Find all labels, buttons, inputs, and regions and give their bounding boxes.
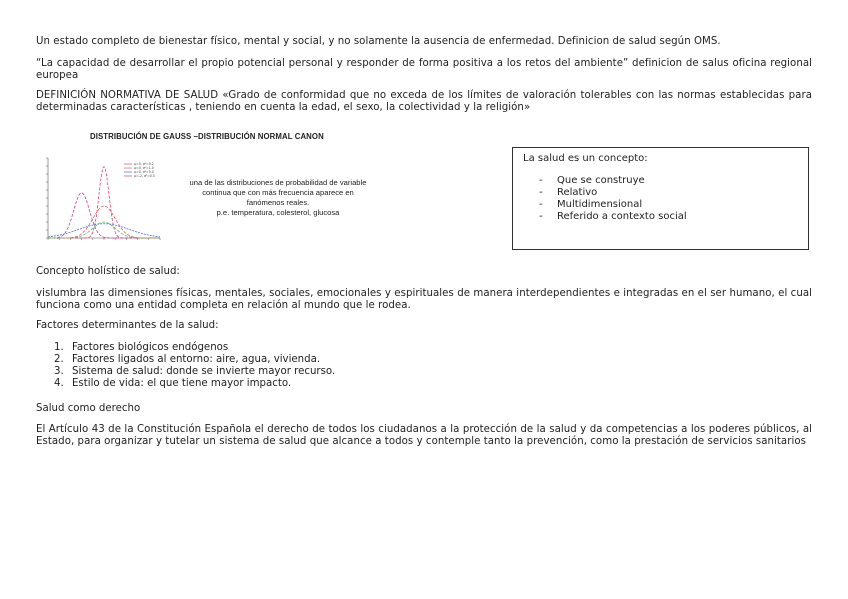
factor-item-label: Sistema de salud: donde se invierte mayor recurso. bbox=[72, 366, 336, 377]
chart-series-line bbox=[48, 222, 160, 238]
factor-item bbox=[54, 378, 335, 390]
dash-bullet: - bbox=[539, 187, 543, 198]
chart-legend-label: μ=-2, σ²=0.5 bbox=[134, 174, 155, 179]
factor-item-label: Factores ligados al entorno: aire, agua, vivienda. bbox=[72, 354, 321, 365]
gauss-desc-line: p.e. temperatura, colesterol, glucosa bbox=[216, 208, 340, 217]
factor-item bbox=[54, 342, 335, 354]
factor-item-label: Factores biológicos endógenos bbox=[72, 342, 229, 353]
normative-definition-paragraph: DEFINICIÓN NORMATIVA DE SALUD «Grado de conformidad que no exceda de los límites de valoración tolerables con las normas establecidas para determinadas características , teniendo en cuenta la edad, el sexo, la colectividad y la religión» bbox=[36, 90, 812, 113]
gauss-desc-line: continua que con más frecuencia aparece en bbox=[202, 188, 354, 197]
concept-item bbox=[539, 187, 687, 199]
list-number: 2. bbox=[54, 354, 64, 365]
chart-legend-label: μ=0, σ²=1.0 bbox=[134, 166, 154, 171]
factors-list bbox=[54, 342, 335, 390]
gauss-title: DISTRIBUCIÓN DE GAUSS –DISTRIBUCIÓN NORMAL CANON bbox=[90, 132, 324, 141]
gauss-desc-line: una de las distribuciones de probabilidad de variable bbox=[189, 178, 367, 187]
concept-item bbox=[539, 175, 687, 187]
factor-item bbox=[54, 354, 335, 366]
chart-series-line bbox=[48, 193, 160, 238]
factor-item-label: Estilo de vida: el que tiene mayor impacto. bbox=[72, 378, 292, 389]
concept-item-label: Multidimensional bbox=[557, 199, 643, 210]
concept-item-label: Que se construye bbox=[557, 175, 645, 186]
gauss-description bbox=[168, 178, 388, 218]
list-number: 4. bbox=[54, 378, 64, 389]
chart-legend bbox=[124, 162, 155, 178]
dash-bullet: - bbox=[539, 199, 543, 210]
concept-item-label: Relativo bbox=[557, 187, 598, 198]
concept-box-title: La salud es un concepto: bbox=[523, 153, 648, 164]
europe-definition-paragraph: “La capacidad de desarrollar el propio potencial personal y responder de forma positiva a los retos del ambiente” definicion de salus oficina regional europea bbox=[36, 58, 812, 81]
chart-legend-label: μ=0, σ²=0.2 bbox=[134, 162, 154, 167]
right-heading: Salud como derecho bbox=[36, 403, 141, 414]
chart-series-line bbox=[48, 224, 160, 237]
holistic-heading: Concepto holístico de salud: bbox=[36, 266, 180, 277]
concept-item bbox=[539, 199, 687, 211]
dash-bullet: - bbox=[539, 211, 543, 222]
chart-legend-label: μ=0, σ²=5.0 bbox=[134, 170, 154, 175]
concept-item bbox=[539, 211, 687, 223]
list-number: 3. bbox=[54, 366, 64, 377]
factor-item bbox=[54, 366, 335, 378]
right-paragraph: El Artículo 43 de la Constitución Española el derecho de todos los ciudadanos a la protección de la salud y da competencias a los poderes públicos, al Estado, para organizar y tutelar un sistema de salud que alcance a todos y contemple tanto la prevención, como la prestación de servicios sanitarios bbox=[36, 424, 812, 447]
concept-list bbox=[539, 175, 687, 223]
dash-bullet: - bbox=[539, 175, 543, 186]
gauss-chart bbox=[36, 150, 166, 246]
concept-item-label: Referido a contexto social bbox=[557, 211, 687, 222]
who-definition-paragraph: Un estado completo de bienestar físico, mental y social, y no solamente la ausencia de enfermedad. Definicion de salud según OMS. bbox=[36, 36, 721, 47]
holistic-paragraph: vislumbra las dimensiones físicas, mentales, sociales, emocionales y espirituales de manera interdependientes e integradas en el ser humano, el cual funciona como una entidad completa en relación al mundo que le rodea. bbox=[36, 288, 812, 311]
concept-box bbox=[512, 147, 809, 250]
gauss-desc-line: fanómenos reales. bbox=[246, 198, 310, 207]
factors-heading: Factores determinantes de la salud: bbox=[36, 320, 219, 331]
list-number: 1. bbox=[54, 342, 64, 353]
